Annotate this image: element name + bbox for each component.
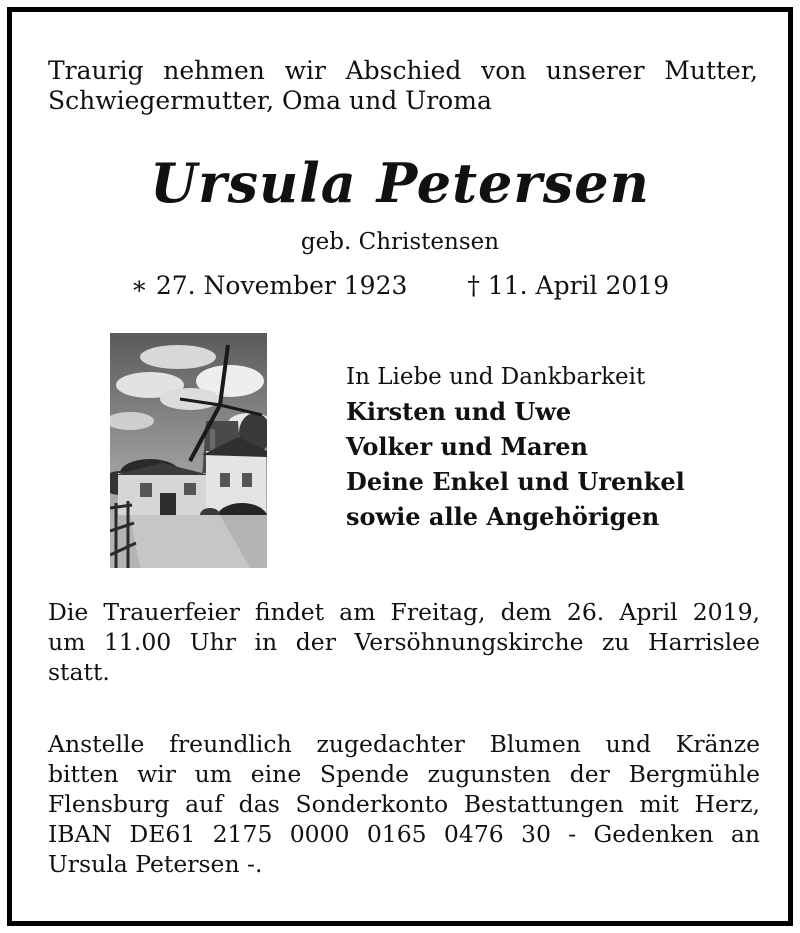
intro-line: Schwiegermutter, Oma und Uroma <box>48 86 492 115</box>
mourners-block <box>346 360 766 534</box>
donation-paragraph <box>48 729 760 879</box>
birth-name: geb. Christensen <box>300 229 500 255</box>
mourner-name: Kirsten und Uwe <box>346 397 572 426</box>
mourner-name: Deine Enkel und Urenkel <box>346 467 685 496</box>
deceased-name: Ursula Petersen <box>150 151 650 215</box>
donation-line: bitten wir um eine Spende zugunsten der Bergmühle <box>48 760 760 788</box>
life-dates <box>0 270 800 302</box>
death-date: † 11. April 2019 <box>467 271 670 300</box>
intro-line: Traurig nehmen wir Abschied von unserer Mutter, <box>48 56 758 85</box>
mourner-name: Volker und Maren <box>346 432 588 461</box>
service-paragraph <box>48 597 760 687</box>
donation-line: Anstelle freundlich zugedachter Blumen und Kränze <box>48 730 760 758</box>
mourner-name: sowie alle Angehörigen <box>346 502 660 531</box>
service-line: statt. <box>48 658 110 686</box>
donation-line: IBAN DE61 2175 0000 0165 0476 30 - Gedenken an <box>48 820 760 848</box>
service-line: um 11.00 Uhr in der Versöhnungskirche zu Harrislee <box>48 628 760 656</box>
service-line: Die Trauerfeier findet am Freitag, dem 26. April 2019, <box>48 598 760 626</box>
windmill-photo <box>110 333 267 568</box>
donation-line: Ursula Petersen -. <box>48 850 263 878</box>
intro-text <box>48 56 758 116</box>
mourners-lead: In Liebe und Dankbarkeit <box>346 364 646 390</box>
donation-line: Flensburg auf das Sonderkonto Bestattungen mit Herz, <box>48 790 760 818</box>
birth-date: ∗ 27. November 1923 <box>130 271 408 300</box>
